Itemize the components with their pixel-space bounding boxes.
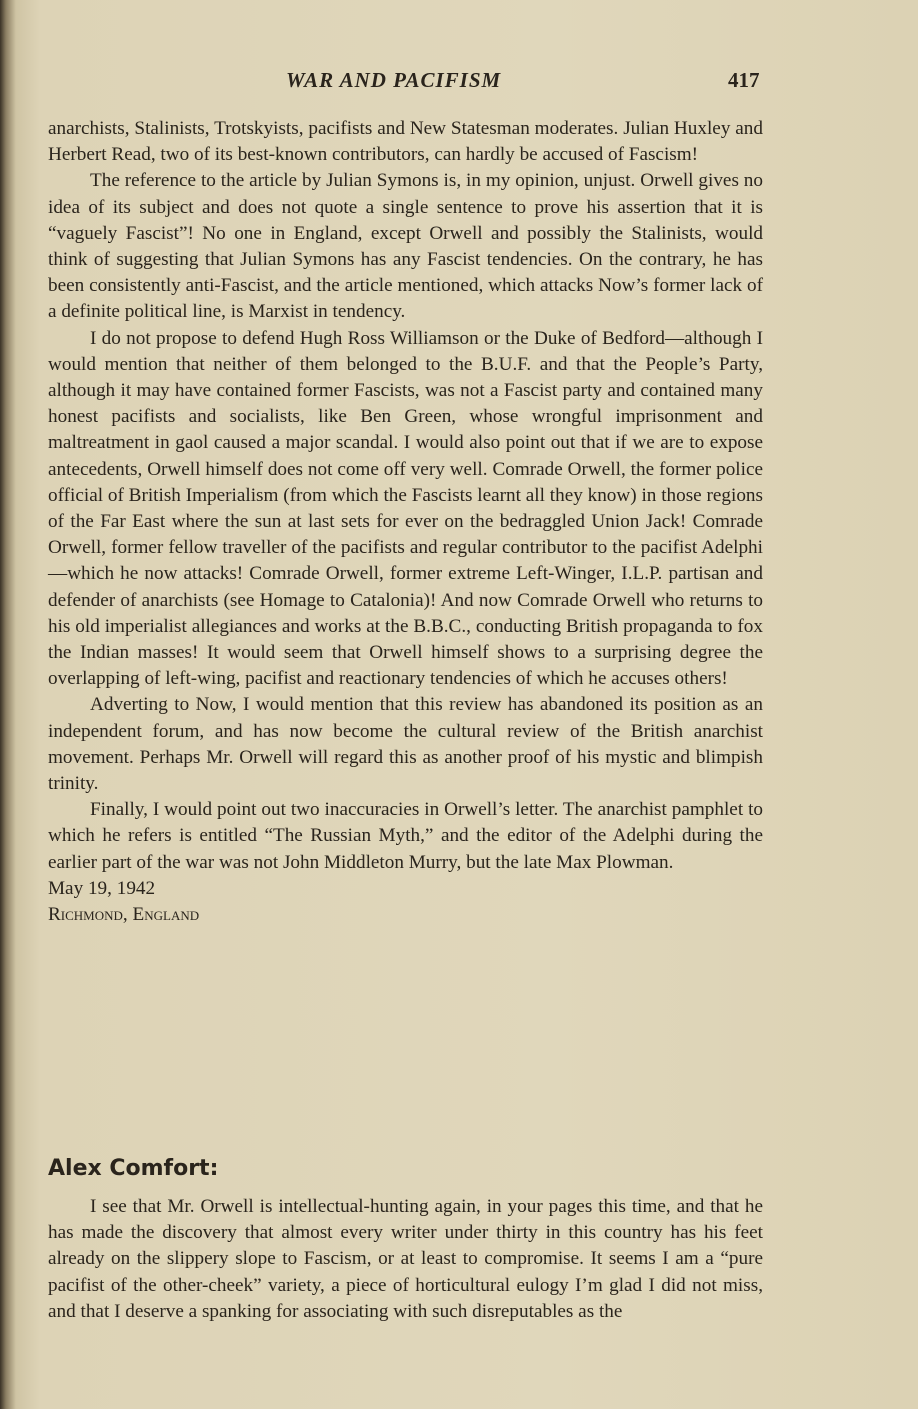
paragraph-4: Adverting to Now, I would mention that this review has abandoned its position as an independent forum, and has now become the cultural review of the British anarchist movement. Perhaps Mr. Orwell will regard this as another proof of his mystic and blimpish trinity. [48,694,763,795]
paragraph-3: I do not propose to defend Hugh Ross Williamson or the Duke of Bedford—although I would mention that neither of them belonged to the B.U.F. and that the People’s Party, although it may have contained former Fascists, was not a Fascist party and contained many honest pacifists and socialists, like Ben Green, whose wrongful imprisonment and maltreatment in gaol caused a major scandal. I would also point out that if we are to expose antecedents, Orwell himself does not come off very well. Comrade Orwell, the former police official of British Imperialism (from which the Fascists learnt all they know) in those regions of the Far East where the sun at last sets for ever on the bedraggled Union Jack! Comrade Orwell, former fellow traveller of the pacifists and regular contributor to the pacifist Adelphi—which he now attacks! Comrade Orwell, former extreme Left-Winger, I.L.P. partisan and defender of anarchists (see Homage to Catalonia)! And now Comrade Orwell who returns to his old imperialist allegiances and works at the B.B.C., conducting British propaganda to fox the Indian masses! It would seem that Orwell himself shows to a surprising degree the overlapping of left-wing, pacifist and reactionary tendencies of which he accuses others! [48,327,763,690]
page-number: 417 [728,68,760,92]
paragraph-5: Finally, I would point out two inaccuracies in Orwell’s letter. The anarchist pamphlet to which he refers is entitled “The Russian Myth,” and the editor of the Adelphi during the earlier part of the war was not John Middleton Murry, but the late Max Plowman. [48,799,763,873]
letter-date: May 19, 1942 [48,877,156,899]
paragraph-2: The reference to the article by Julian Symons is, in my opinion, unjust. Orwell gives no idea of its subject and does not quote a single sentence to prove his assertion that it is “vaguely Fascist”! No one in England, except Orwell and possibly the Stalinists, would think of suggesting that Julian Symons has any Fascist tendencies. On the contrary, he has been consistently anti-Fascist, and the article mentioned, which attacks Now’s former lack of a definite political line, is Marxist in tendency. [48,170,763,323]
page-header [0,68,918,98]
running-title: WAR AND PACIFISM [286,68,502,92]
letter-place: Richmond, England [48,904,200,926]
letter-body [48,116,763,928]
comfort-paragraph: I see that Mr. Orwell is intellectual-hunting again, in your pages this time, and that he has made the discovery that almost every writer under thirty in this country has his feet already on the slippery slope to Fascism, or at least to compromise. It seems I am a “pure pacifist of the other-cheek” variety, a piece of horticultural eulogy I’m glad I did not miss, and that I deserve a spanking for associating with such disreputables as the [48,1196,763,1322]
section-heading-alex-comfort: Alex Comfort: [48,1156,219,1181]
paragraph-1: anarchists, Stalinists, Trotskyists, pacifists and New Statesman moderates. Julian Huxley and Herbert Read, two of its best-known contributors, can hardly be accused of Fascism! [48,118,763,166]
comfort-body [48,1194,763,1325]
